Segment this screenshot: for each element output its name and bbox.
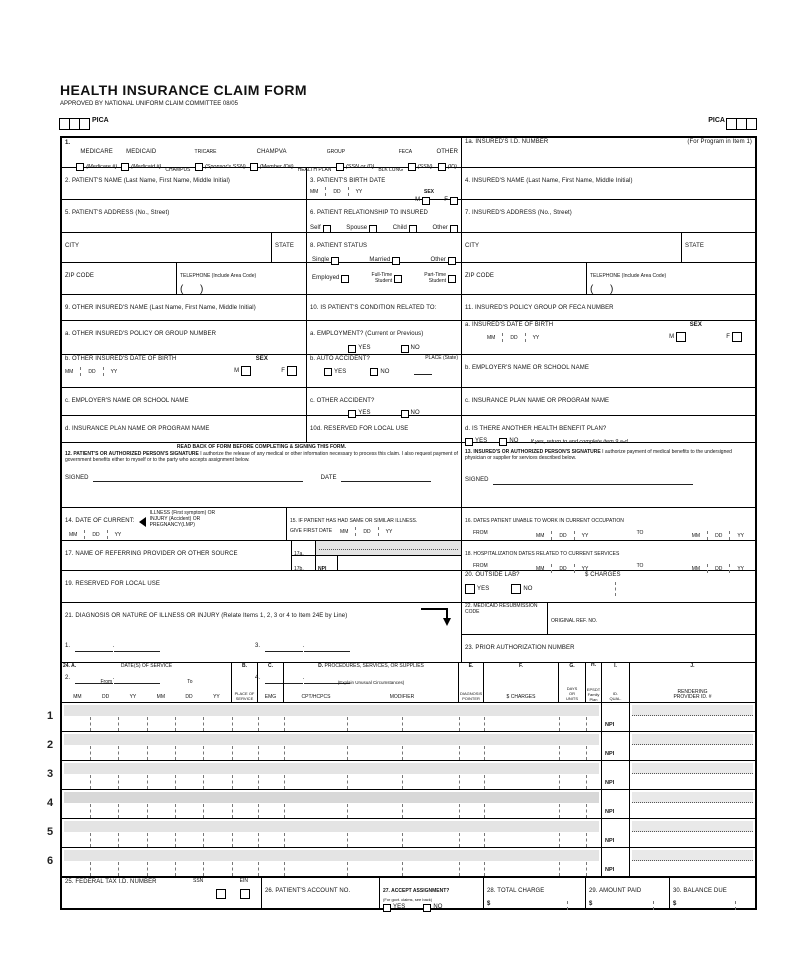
field-30-balance-due[interactable]: 30. BALANCE DUE $ [670, 878, 755, 908]
field-17b-npi-value[interactable] [338, 556, 461, 570]
field-insured-state[interactable]: STATE [685, 243, 704, 249]
diagnosis-1b-line[interactable] [114, 645, 160, 652]
col-h-header: H. EPSDT Family Plan [586, 662, 601, 702]
service-fields[interactable] [62, 848, 602, 876]
field-10a-employment: a. EMPLOYMENT? (Current or Previous) YES NO [307, 321, 462, 354]
place-state-line[interactable] [414, 368, 432, 375]
col-b-header: B. PLACE OF SERVICE [232, 663, 258, 702]
rel-self-checkbox[interactable] [323, 225, 331, 233]
field-9-other-insured-name[interactable]: 9. OTHER INSURED'S NAME (Last Name, First Name, Middle Initial) [62, 295, 307, 320]
pica-label: PICA [92, 117, 109, 124]
service-fields[interactable] [62, 790, 602, 818]
field-8-patient-status: 8. PATIENT STATUS Single Married Other [307, 233, 462, 262]
service-line [47, 761, 755, 790]
service-id-qual[interactable]: NPI [602, 848, 630, 876]
ssn-checkbox[interactable] [216, 889, 226, 899]
field-20-outside-lab: 20. OUTSIDE LAB? $ CHARGES YES NO [462, 571, 755, 602]
diagnosis-3b-line[interactable] [304, 645, 350, 652]
other-insured-male-checkbox[interactable] [241, 366, 251, 376]
col-a-header: 24. A. DATE(S) OF SERVICE From To MM DD YY MM DD YY [62, 663, 232, 702]
field-10-condition: 10. IS PATIENT'S CONDITION RELATED TO: [307, 295, 462, 320]
status-employed-checkbox[interactable] [341, 275, 349, 283]
field-17a-value[interactable] [316, 541, 461, 555]
option-feca: FECA BLK LUNG (SSN) [378, 149, 433, 173]
field-15-similar-illness: 15. IF PATIENT HAS HAD SAME OR SIMILAR ILLNESS. GIVE FIRST DATE MM DD YY [287, 508, 462, 540]
assignment-yes-checkbox[interactable] [383, 904, 391, 912]
insured-female-checkbox[interactable] [732, 332, 742, 342]
col-i-header: I. ID. QUAL. [602, 663, 630, 702]
service-rendering-provider[interactable] [630, 732, 755, 760]
field-9c-employer-name[interactable]: c. EMPLOYER'S NAME OR SCHOOL NAME [62, 388, 307, 415]
field-6-relationship: 6. PATIENT RELATIONSHIP TO INSURED Self Spouse Child Other [307, 200, 462, 232]
field-11b-employer-name[interactable]: b. EMPLOYER'S NAME OR SCHOOL NAME [465, 365, 589, 371]
field-17ab: 17a. 17b. NPI [292, 541, 462, 570]
option-group-health: GROUP HEALTH PLAN (SSN or ID) [297, 149, 375, 173]
outside-lab-no-checkbox[interactable] [511, 584, 521, 594]
service-line-number: 4 [47, 797, 54, 809]
field-10b-auto-accident: b. AUTO ACCIDENT? PLACE (State) YES NO [307, 355, 462, 387]
field-12-patient-signature: READ BACK OF FORM BEFORE COMPLETING & SIGNING THIS FORM. 12. PATIENT'S OR AUTHORIZED PERSON'S SIGNATURE I authorize the release of any medical or other information necessary to process this claim. I also request payment of government benefits either to myself or to the party who accepts assignment below. SIGNED DATE [62, 443, 462, 507]
field-patient-city[interactable]: CITY [62, 233, 272, 262]
insured-male-checkbox[interactable] [676, 332, 686, 342]
field-9d-plan-name[interactable]: d. INSURANCE PLAN NAME OR PROGRAM NAME [62, 416, 307, 442]
service-line-number: 6 [47, 855, 54, 867]
col-f-header: F. $ CHARGES [484, 663, 559, 702]
auto-yes-checkbox[interactable] [324, 368, 332, 376]
field-patient-zip[interactable]: ZIP CODE [62, 263, 177, 294]
col-j-header: J. RENDERING PROVIDER ID. # [673, 663, 712, 701]
field-11a-insured-birthdate: a. INSURED'S DATE OF BIRTH SEX MM DD YY M F [462, 321, 755, 354]
field-10c-other-accident: c. OTHER ACCIDENT? YES NO [307, 388, 462, 415]
rel-spouse-checkbox[interactable] [369, 225, 377, 233]
service-line-number: 2 [47, 739, 54, 751]
pica-label: PICA [708, 117, 725, 124]
field-1a-insured-id[interactable]: 1a. INSURED'S I.D. NUMBER (For Program in Item 1) [465, 139, 752, 145]
field-27-accept-assignment: 27. ACCEPT ASSIGNMENT? (For govt. claims, see back) YES NO [380, 878, 484, 908]
service-line-number: 1 [47, 710, 54, 722]
field-21-diagnosis: 21. DIAGNOSIS OR NATURE OF ILLNESS OR INJURY (Relate Items 1, 2, 3 or 4 to Item 24E by Line) 1. . 3. . 2. . 4. . [62, 603, 462, 662]
page-title: HEALTH INSURANCE CLAIM FORM [60, 82, 307, 98]
field-patient-state[interactable]: STATE [272, 233, 307, 262]
col-c-header: C. EMG [258, 663, 284, 702]
field-19-local-use[interactable]: 19. RESERVED FOR LOCAL USE [62, 571, 462, 602]
service-line [47, 819, 755, 848]
col-g-header: G. DAYS OR UNITS [559, 663, 586, 702]
field-3-birthdate-sex[interactable]: 3. PATIENT'S BIRTH DATE MM DD YY SEX M F [307, 168, 462, 199]
service-fields[interactable] [62, 761, 602, 789]
field-7-insured-address[interactable]: 7. INSURED'S ADDRESS (No., Street) [465, 210, 572, 216]
left-triangle-icon [139, 517, 146, 527]
field-2-patient-name[interactable]: 2. PATIENT'S NAME (Last Name, First Name, Middle Initial) [62, 168, 307, 199]
pica-box[interactable] [79, 118, 90, 130]
field-patient-phone[interactable]: TELEPHONE (Include Area Code) ( ) [177, 263, 307, 294]
service-line [47, 848, 755, 877]
rel-other-checkbox[interactable] [450, 225, 458, 233]
diagnosis-1-line[interactable] [75, 645, 113, 652]
field-22-resubmission: 22. MEDICAID RESUBMISSION CODE ORIGINAL REF. NO. [462, 603, 755, 635]
down-arrow-icon [419, 605, 453, 627]
employment-yes-checkbox[interactable] [348, 345, 356, 353]
field-17-referring-provider[interactable]: 17. NAME OF REFERRING PROVIDER OR OTHER SOURCE [62, 541, 292, 570]
patient-signature-line[interactable] [93, 473, 303, 482]
service-fields[interactable] [62, 703, 602, 731]
field-13-insured-signature: 13. INSURED'S OR AUTHORIZED PERSON'S SIGNATURE I authorize payment of medical benefits to the undersigned physician or supplier for services described below. SIGNED [465, 449, 732, 484]
pica-row [60, 117, 757, 135]
service-id-qual[interactable]: NPI [602, 819, 630, 847]
option-medicaid: MEDICAID (Medicaid #) [121, 140, 161, 166]
service-line [47, 703, 755, 732]
pica-left [60, 117, 111, 135]
field-16-unable-to-work: 16. DATES PATIENT UNABLE TO WORK IN CURRENT OCCUPATION FROM MM DD YY TO MM DD YY [465, 518, 744, 539]
status-fulltime-checkbox[interactable] [394, 275, 402, 283]
field-11d-other-plan: d. IS THERE ANOTHER HEALTH BENEFIT PLAN? YES NO If yes, return to and complete item 9 a-d. [465, 426, 630, 445]
ein-checkbox[interactable] [240, 889, 250, 899]
outside-lab-yes-checkbox[interactable] [465, 584, 475, 594]
field-4-insured-name[interactable]: 4. INSURED'S NAME (Last Name, First Name, Middle Initial) [465, 178, 633, 184]
field-original-ref[interactable]: ORIGINAL REF. NO. [551, 618, 598, 624]
employment-no-checkbox[interactable] [401, 345, 409, 353]
col-e-header: E. DIAGNOSIS POINTER [460, 663, 483, 701]
service-rendering-provider[interactable] [630, 703, 755, 731]
service-id-qual[interactable]: NPI [602, 732, 630, 760]
field-11-policy-group[interactable]: 11. INSURED'S POLICY GROUP OR FECA NUMBER [465, 305, 614, 311]
field-9b-other-insured-dob: b. OTHER INSURED'S DATE OF BIRTH SEX MM DD YY M F [62, 355, 307, 387]
option-medicare: MEDICARE (Medicare #) [76, 140, 117, 166]
service-fields[interactable] [62, 819, 602, 847]
service-rendering-provider[interactable] [630, 848, 755, 876]
signature-date-line[interactable] [341, 473, 431, 482]
service-rendering-provider[interactable] [630, 819, 755, 847]
field-number: 1. [65, 140, 71, 146]
col-d-header: D. PROCEDURES, SERVICES, OR SUPPLIES (Explain Unusual Circumstances) CPT/HCPCS MODIFIER [284, 663, 459, 702]
field-23-prior-auth[interactable]: 23. PRIOR AUTHORIZATION NUMBER [465, 645, 575, 651]
field-25-federal-tax-id: 25. FEDERAL TAX I.D. NUMBER SSN EIN [62, 878, 262, 908]
field-11c-plan-name[interactable]: c. INSURANCE PLAN NAME OR PROGRAM NAME [465, 398, 610, 404]
field-18-hospitalization: 18. HOSPITALIZATION DATES RELATED TO CURRENT SERVICES FROM MM DD YY TO MM DD YY [465, 551, 744, 572]
option-tricare: TRICARE CHAMPUS (Sponsor's SSN) [165, 149, 246, 173]
field-8-employment-status: Employed Full-Time Student Part-Time Student [307, 263, 462, 294]
option-champva: CHAMPVA (Member ID#) [250, 140, 294, 166]
service-line [47, 732, 755, 761]
field-1-insurance-type [62, 138, 462, 173]
service-rendering-provider[interactable] [630, 790, 755, 818]
field-insured-city[interactable]: CITY [462, 233, 682, 262]
service-id-qual[interactable]: NPI [602, 761, 630, 789]
field-26-patient-account[interactable]: 26. PATIENT'S ACCOUNT NO. [262, 878, 380, 908]
assignment-no-checkbox[interactable] [423, 904, 431, 912]
rel-child-checkbox[interactable] [409, 225, 417, 233]
field-10d-local-use[interactable]: 10d. RESERVED FOR LOCAL USE [307, 416, 462, 442]
field-14-date-of-current: 14. DATE OF CURRENT: MM DD YY ILLNESS (First symptom) OR INJURY (Accident) OR PREGNANCY(LMP) [62, 508, 287, 540]
other-insured-female-checkbox[interactable] [287, 366, 297, 376]
field-9a-policy-number[interactable]: a. OTHER INSURED'S POLICY OR GROUP NUMBER [62, 321, 307, 354]
field-29-amount-paid[interactable]: 29. AMOUNT PAID $ [586, 878, 670, 908]
auto-no-checkbox[interactable] [370, 368, 378, 376]
diagnosis-3-line[interactable] [265, 645, 303, 652]
service-line-number: 3 [47, 768, 54, 780]
field-5-patient-address[interactable]: 5. PATIENT'S ADDRESS (No., Street) [62, 200, 307, 232]
field-insured-zip[interactable]: ZIP CODE [462, 263, 587, 294]
option-other: OTHER (ID) [436, 149, 458, 170]
insured-signature-line[interactable] [493, 476, 693, 485]
pica-box[interactable] [746, 118, 757, 130]
service-id-qual[interactable]: NPI [602, 703, 630, 731]
pica-right [706, 117, 757, 135]
approved-subtitle: APPROVED BY NATIONAL UNIFORM CLAIM COMMITTEE 08/05 [60, 101, 238, 107]
service-rendering-provider[interactable] [630, 761, 755, 789]
service-id-qual[interactable]: NPI [602, 790, 630, 818]
service-fields[interactable] [62, 732, 602, 760]
field-insured-phone[interactable]: TELEPHONE (Include Area Code) ( ) [590, 273, 667, 295]
field-28-total-charge[interactable]: 28. TOTAL CHARGE $ [484, 878, 586, 908]
status-parttime-checkbox[interactable] [448, 275, 456, 283]
service-line-number: 5 [47, 826, 54, 838]
service-line [47, 790, 755, 819]
claim-form [47, 136, 757, 911]
